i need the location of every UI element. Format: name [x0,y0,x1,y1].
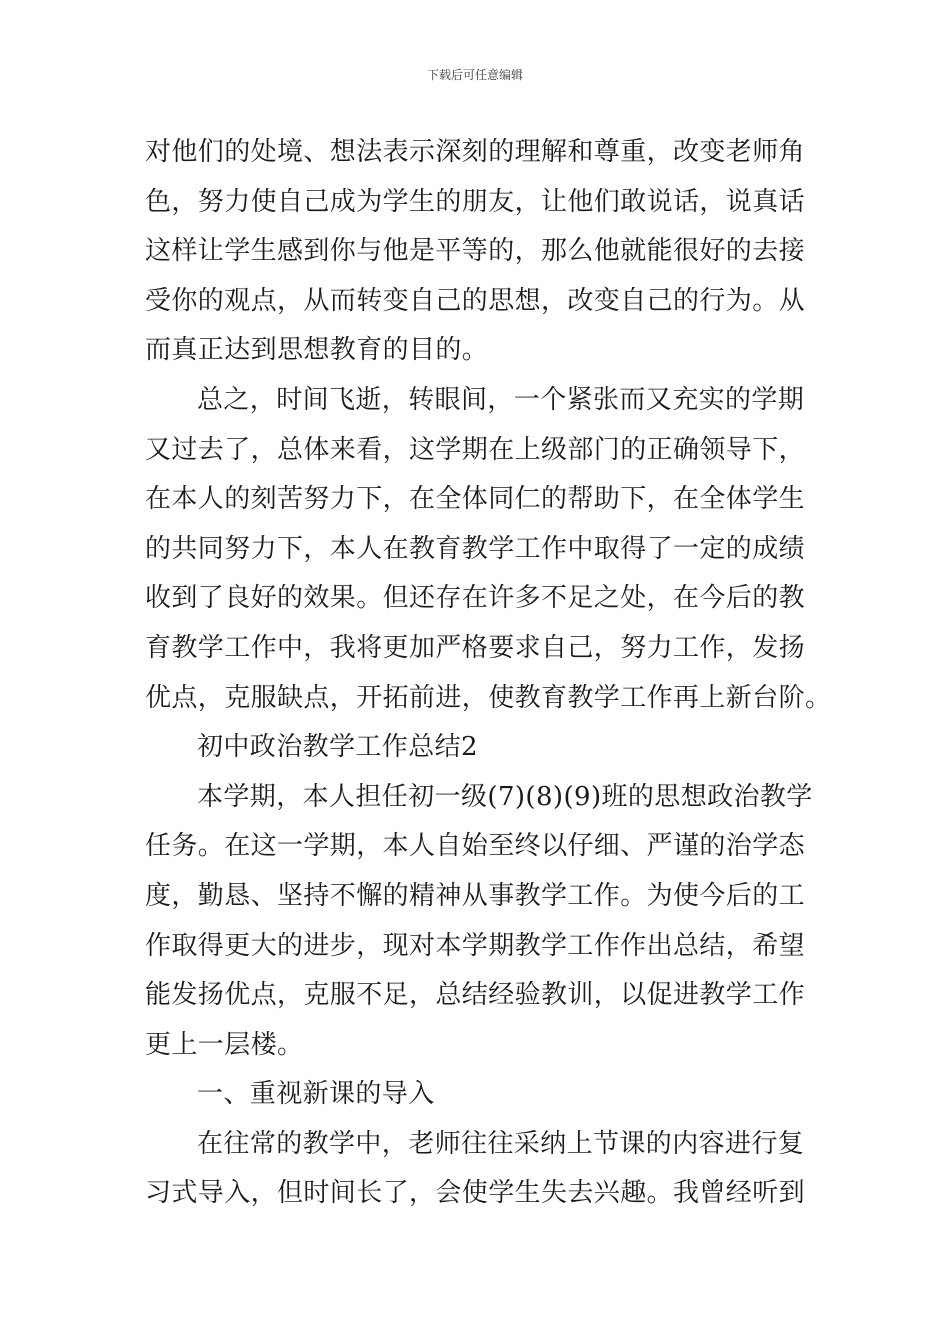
text-line: 任务。在这一学期，本人自始至终以仔细、严谨的治学态 [145,831,806,862]
text-line: 而真正达到思想教育的目的。 [145,335,489,366]
paragraph-start-line: 本学期，本人担任初一级(7)(8)(9)班的思想政治教学 [197,781,813,812]
text-line: 优点，克服缺点，开拓前进，使教育教学工作再上新台阶。 [145,682,832,713]
subsection-heading: 一、重视新课的导入 [197,1079,435,1110]
text-line: 作取得更大的进步，现对本学期教学工作作出总结，希望 [145,930,806,961]
text-line: 度，勤恳、坚持不懈的精神从事教学工作。为使今后的工 [145,880,806,911]
paragraph-start-line: 总之，时间飞逝，转眼间，一个紧张而又充实的学期 [197,384,805,415]
text-line: 收到了良好的效果。但还存在许多不足之处，在今后的教 [145,583,806,614]
text-line: 这样让学生感到你与他是平等的，那么他就能很好的去接 [145,236,806,267]
text-line: 色，努力使自己成为学生的朋友，让他们敢说话，说真话 [145,186,806,217]
section-title: 初中政治教学工作总结2 [197,732,478,763]
text-line: 在本人的刻苦努力下，在全体同仁的帮助下，在全体学生 [145,484,806,515]
text-line: 受你的观点，从而转变自己的思想，改变自己的行为。从 [145,285,806,316]
text-line: 育教学工作中，我将更加严格要求自己，努力工作，发扬 [145,632,806,663]
text-line: 习式导入，但时间长了，会使学生失去兴趣。我曾经听到 [145,1178,806,1209]
text-line: 能发扬优点，克服不足，总结经验教训，以促进教学工作 [145,980,806,1011]
page-header-note: 下载后可任意编辑 [426,68,523,82]
text-line: 更上一层楼。 [145,1029,304,1060]
text-line: 的共同努力下，本人在教育教学工作中取得了一定的成绩 [145,533,806,564]
text-line: 又过去了，总体来看，这学期在上级部门的正确领导下， [145,434,806,465]
document-body [145,128,832,1219]
paragraph-start-line: 在往常的教学中，老师往往采纳上节课的内容进行复 [197,1128,805,1159]
text-line: 对他们的处境、想法表示深刻的理解和尊重，改变老师角 [145,137,806,167]
